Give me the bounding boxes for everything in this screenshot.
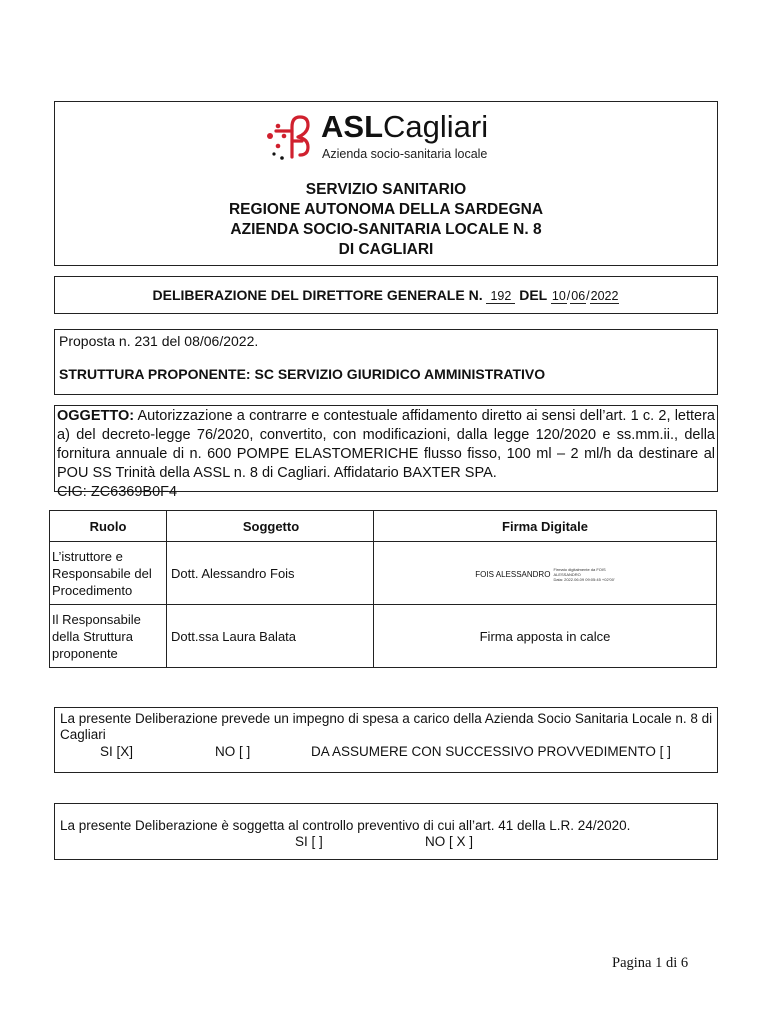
oggetto-body: Autorizzazione a contrarre e contestuale affidamento diretto ai sensi dell’art. 1 c. 2, lettera a) del decreto-legge 76/2020, convertito, con modificazioni, dalla legge 120/2020 e ss.mm.ii., della fornitura annuale di n. 600 POMPE ELASTOMERICHE flusso fisso, 100 ml – 2 ml/h da destinare al POU SS Trinità della ASSL n. 8 di Cagliari. Affidatario BAXTER SPA. bbox=[57, 408, 715, 481]
date-separator: / bbox=[566, 289, 571, 303]
header-soggetto: Soggetto bbox=[167, 511, 374, 542]
deliberation-box bbox=[54, 276, 718, 314]
signature-meta-line-3: Data: 2022.06.09 09:05:45 +02'00' bbox=[553, 576, 615, 582]
header-title bbox=[55, 180, 717, 260]
proposal-text: Proposta n. 231 del 08/06/2022. bbox=[59, 333, 259, 349]
oggetto-cig: CIG: ZC6369B0F4 bbox=[57, 484, 178, 500]
header-box bbox=[54, 101, 718, 266]
deliberation-label: DELIBERAZIONE DEL DIRETTORE GENERALE N. bbox=[152, 287, 483, 303]
spesa-si-option: SI [X] bbox=[100, 744, 134, 759]
signature-meta-line-1: Firmato digitalmente da FOIS bbox=[553, 566, 606, 572]
digital-signature-meta bbox=[553, 567, 614, 582]
table-row bbox=[50, 542, 717, 605]
row-1-role: L’istruttore e Responsabile del Procedimento bbox=[50, 542, 167, 605]
deliberation-day: 10 bbox=[551, 289, 566, 303]
oggetto-label: OGGETTO: bbox=[57, 408, 135, 424]
row-2-signature: Firma apposta in calce bbox=[374, 605, 717, 668]
logo-brand-city: Cagliari bbox=[383, 109, 489, 144]
spesa-box bbox=[54, 707, 718, 773]
controllo-box bbox=[54, 803, 718, 860]
controllo-text: La presente Deliberazione è soggetta al controllo preventivo di cui all’art. 41 della L.R. 24/2020. bbox=[60, 818, 631, 833]
spesa-text: La presente Deliberazione prevede un impegno di spesa a carico della Azienda Socio Sanitaria Locale n. 8 di Cagliari bbox=[60, 711, 713, 742]
deliberation-year: 2022 bbox=[590, 289, 619, 303]
spesa-no-option: NO [ ] bbox=[215, 744, 251, 759]
row-1-signature bbox=[374, 542, 717, 605]
logo-subtitle: Azienda socio-sanitaria locale bbox=[322, 147, 488, 161]
deliberation-number: 192 bbox=[486, 289, 515, 304]
header-line-1: SERVIZIO SANITARIO bbox=[305, 181, 467, 198]
struttura-proponente: STRUTTURA PROPONENTE: SC SERVIZIO GIURIDICO AMMINISTRATIVO bbox=[59, 366, 546, 382]
row-2-subject: Dott.ssa Laura Balata bbox=[167, 605, 374, 668]
table-row bbox=[50, 605, 717, 668]
oggetto-box bbox=[54, 405, 718, 500]
proposal-box bbox=[54, 329, 718, 395]
controllo-si-option: SI [ ] bbox=[295, 834, 323, 849]
digital-signature-name: FOIS ALESSANDRO bbox=[475, 569, 551, 579]
deliberation-month: 06 bbox=[571, 289, 586, 303]
page-number: Pagina 1 di 6 bbox=[612, 955, 689, 971]
row-2-role: Il Responsabile della Struttura proponente bbox=[50, 605, 167, 668]
header-line-3: AZIENDA SOCIO-SANITARIA LOCALE N. 8 bbox=[230, 221, 542, 238]
header-line-4: DI CAGLIARI bbox=[338, 241, 434, 258]
header-firma-digitale: Firma Digitale bbox=[374, 511, 717, 542]
controllo-no-option: NO [ X ] bbox=[425, 834, 474, 849]
logo-wordmark bbox=[321, 110, 488, 144]
header-ruolo: Ruolo bbox=[50, 511, 167, 542]
digital-signature bbox=[475, 567, 614, 582]
table-header-row bbox=[50, 511, 717, 542]
deliberation-line bbox=[55, 287, 717, 304]
deliberation-del-label: DEL bbox=[519, 287, 547, 303]
spesa-da-assumere-option: DA ASSUMERE CON SUCCESSIVO PROVVEDIMENTO [ ] bbox=[311, 744, 671, 759]
logo-brand-bold: ASL bbox=[321, 109, 383, 144]
oggetto-text bbox=[57, 407, 715, 502]
row-1-subject: Dott. Alessandro Fois bbox=[167, 542, 374, 605]
date-separator: / bbox=[586, 289, 590, 303]
signatures-table bbox=[49, 510, 717, 668]
signature-meta-line-2: ALESSANDRO bbox=[553, 571, 581, 577]
header-line-2: REGIONE AUTONOMA DELLA SARDEGNA bbox=[228, 201, 544, 218]
